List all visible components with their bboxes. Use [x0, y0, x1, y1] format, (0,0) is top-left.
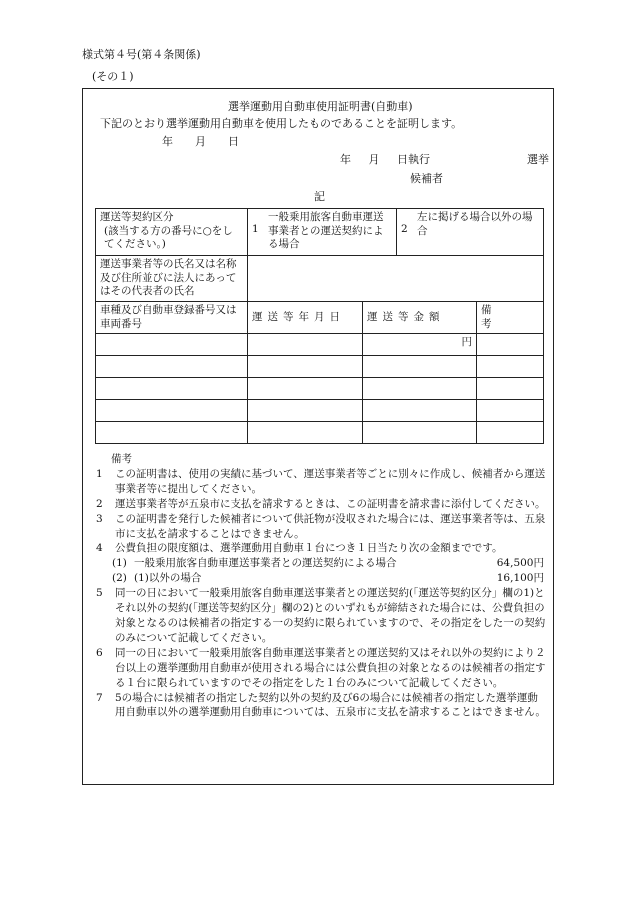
form-subtitle: (その１)	[92, 70, 134, 83]
yen-unit: 円	[461, 336, 472, 349]
contract-option-2[interactable]	[397, 209, 544, 256]
amount-row	[96, 556, 548, 571]
vehicle-field[interactable]	[96, 334, 248, 356]
vehicle-field[interactable]	[96, 422, 248, 444]
note-number: 4	[96, 542, 103, 555]
vehicle-label: 車種及び自動車登録番号又は車両番号	[96, 301, 248, 333]
note-number: 7	[96, 691, 103, 704]
remarks-field[interactable]	[477, 422, 544, 444]
table-header-row	[96, 301, 544, 333]
date-field[interactable]	[248, 378, 363, 400]
option-2-number: 2	[401, 223, 408, 235]
election-date-line	[340, 153, 444, 168]
table-row	[96, 334, 544, 356]
table-row	[96, 356, 544, 378]
note-item	[96, 541, 548, 556]
notes-section	[96, 452, 548, 720]
note-item	[96, 691, 548, 721]
note-item	[96, 586, 548, 646]
election-day-label: 日執行	[397, 153, 430, 166]
contract-label: 運送等契約区分	[100, 211, 174, 223]
notes-heading: 備考	[111, 453, 132, 465]
option-1-number: 1	[252, 223, 259, 235]
note-number: 2	[96, 497, 103, 510]
note-number: 5	[96, 587, 103, 600]
amount-label: (1)以外の場合	[134, 572, 202, 585]
note-number: 1	[96, 467, 103, 480]
amount-number: (2)	[112, 572, 127, 585]
date-field[interactable]	[248, 400, 363, 422]
note-text: 運送事業者等が五泉市に支払を請求するときは、この証明書を請求書に添付してください。	[115, 497, 546, 510]
table-row	[96, 422, 544, 444]
column-date-header: 運送等年月日	[252, 310, 345, 323]
note-item	[96, 512, 548, 542]
remarks-field[interactable]	[477, 400, 544, 422]
ki-label: 記	[314, 190, 325, 203]
note-item	[96, 646, 548, 691]
contract-label-cell	[96, 209, 248, 256]
contract-hint: (該当する方の番号に○をしてください。)	[104, 224, 233, 251]
remarks-field[interactable]	[477, 334, 544, 356]
note-text: この証明書は、使用の実績に基づいて、運送事業者等ごとに別々に作成し、候補者から運送事業者等に提出してください。	[115, 467, 546, 495]
amount-field[interactable]	[363, 334, 477, 356]
note-text: この証明書を発行した候補者について供託物が没収された場合には、運送事業者等は、五泉市に支払を請求することはできません。	[115, 512, 546, 540]
operator-value-field[interactable]	[248, 256, 544, 302]
note-text: 5の場合には候補者の指定した契約以外の契約及び6の場合には候補者の指定した選挙運動用自動車以外の選挙運動用自動車については、五泉市に支払を請求することはできません。	[115, 691, 546, 719]
contract-row	[96, 209, 544, 256]
operator-row	[96, 256, 544, 302]
remarks-field[interactable]	[477, 356, 544, 378]
document-intro: 下記のとおり選挙運動用自動車を使用したものであることを証明します。	[100, 117, 463, 130]
note-text: 公費負担の限度額は、選挙運動用自動車１台につき１日当たり次の金額までです。	[115, 542, 503, 555]
column-remarks-header: 備考	[481, 303, 520, 330]
remarks-field[interactable]	[477, 378, 544, 400]
vehicle-field[interactable]	[96, 356, 248, 378]
option-1-text: 一般乗用旅客自動車運送事業者との運送契約による場合	[268, 211, 384, 251]
date-field[interactable]	[248, 334, 363, 356]
date-field[interactable]	[248, 422, 363, 444]
date-field[interactable]	[248, 356, 363, 378]
option-2-text: 左に掲げる場合以外の場合	[417, 211, 533, 237]
candidate-label: 候補者	[410, 172, 443, 185]
amount-value: 16,100円	[496, 572, 544, 585]
vehicle-field[interactable]	[96, 400, 248, 422]
amount-field[interactable]	[363, 378, 477, 400]
election-label: 選挙	[527, 153, 549, 166]
document-title: 選挙運動用自動車使用証明書(自動車)	[228, 100, 413, 113]
amount-number: (1)	[112, 557, 127, 570]
note-number: 3	[96, 512, 103, 525]
note-text: 同一の日において一般乗用旅客自動車運送事業者との運送契約(「運送等契約区分」欄の1)とそれ以外の契約(「運送等契約区分」欄の2)とのいずれもが締結された場合には、公費負担の対象となるのは候補者の指定する一の契約に限られていますので、その指定をした一の契約のみについて記載してください。	[115, 587, 546, 644]
election-year-label: 年	[340, 153, 351, 166]
election-month-label: 月	[368, 153, 380, 166]
contract-option-1[interactable]	[248, 209, 397, 256]
table-row	[96, 400, 544, 422]
note-text: 同一の日において一般乗用旅客自動車運送事業者との運送契約又はそれ以外の契約により２台以上の選挙運動用自動車が使用される場合には公費負担の対象となるのは候補者の指定する１台に限られていますのでその指定をした１台のみについて記載してください。	[115, 646, 546, 689]
form-number: 様式第４号(第４条関係)	[82, 48, 201, 61]
amount-label: 一般乗用旅客自動車運送事業者との運送契約による場合	[134, 557, 397, 570]
vehicle-field[interactable]	[96, 378, 248, 400]
amount-field[interactable]	[363, 400, 477, 422]
note-item	[96, 467, 548, 497]
note-item	[96, 497, 548, 512]
amount-field[interactable]	[363, 422, 477, 444]
operator-label: 運送事業者等の氏名又は名称及び住所並びに法人にあってはその代表者の氏名	[96, 256, 248, 302]
issue-date-line: 年 月 日	[162, 135, 239, 148]
usage-table	[95, 208, 544, 444]
column-amount-header: 運送等金額	[367, 310, 445, 323]
note-number: 6	[96, 646, 103, 659]
amount-value: 64,500円	[496, 557, 544, 570]
table-row	[96, 378, 544, 400]
amount-field[interactable]	[363, 356, 477, 378]
amount-row	[96, 571, 548, 586]
